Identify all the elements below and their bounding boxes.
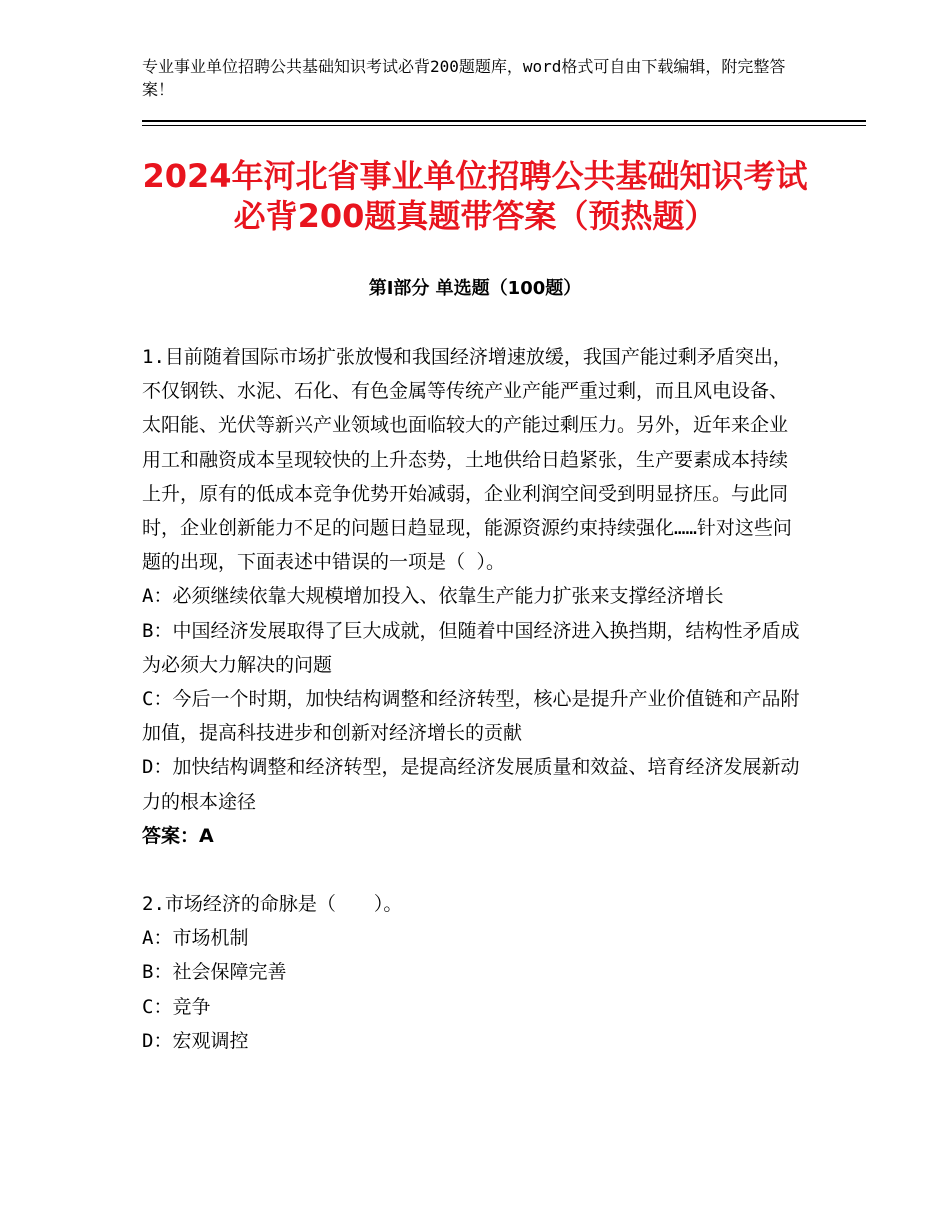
option-a: A：必须继续依靠大规模增加投入、依靠生产能力扩张来支撑经济增长 — [142, 585, 724, 608]
question-stem: 1.目前随着国际市场扩张放慢和我国经济增速放缓，我国产能过剩矛盾突出，不仅钢铁、水泥、石化、有色金属等传统产业产能严重过剩，而且风电设备、太阳能、光伏等新兴产业领域也面临较大的产能过剩压力。另外，近年来企业用工和融资成本呈现较快的上升态势，土地供给日趋紧张，生产要素成本持续上升，原有的低成本竞争优势开始减弱，企业利润空间受到明显挤压。与此同时，企业创新能力不足的问题日趋显现，能源资源约束持续强化……针对这些问题的出现，下面表述中错误的一项是（ ）。 — [142, 346, 792, 574]
option-c: C：今后一个时期，加快结构调整和经济转型，核心是提升产业价值链和产品附加值，提高科技进步和创新对经济增长的贡献 — [142, 688, 800, 745]
option-b: B：社会保障完善 — [142, 961, 287, 984]
option-d: D：加快结构调整和经济转型，是提高经济发展质量和效益、培育经济发展新动力的根本途径 — [142, 756, 800, 813]
question-spacer — [142, 853, 806, 887]
option-d: D：宏观调控 — [142, 1029, 249, 1052]
question-1 — [142, 340, 806, 853]
option-a: A：市场机制 — [142, 927, 249, 950]
answer-line: 答案：A — [142, 824, 214, 847]
option-c: C：竞争 — [142, 995, 211, 1018]
header-rule-thin — [142, 125, 866, 126]
question-list — [142, 340, 806, 1058]
question-2 — [142, 887, 806, 1058]
document-title: 2024年河北省事业单位招聘公共基础知识考试必背200题真题带答案（预热题） — [142, 157, 808, 235]
option-b: B：中国经济发展取得了巨大成就，但随着中国经济进入换挡期，结构性矛盾成为必须大力解决的问题 — [142, 619, 800, 676]
question-stem: 2.市场经济的命脉是（ ）。 — [142, 893, 403, 916]
section-heading: 第Ⅰ部分 单选题（100题） — [368, 278, 582, 299]
header-rule-thick — [142, 120, 866, 122]
header-note: 专业事业单位招聘公共基础知识考试必背200题题库，word格式可自由下载编辑，附完整答案！ — [142, 57, 786, 99]
